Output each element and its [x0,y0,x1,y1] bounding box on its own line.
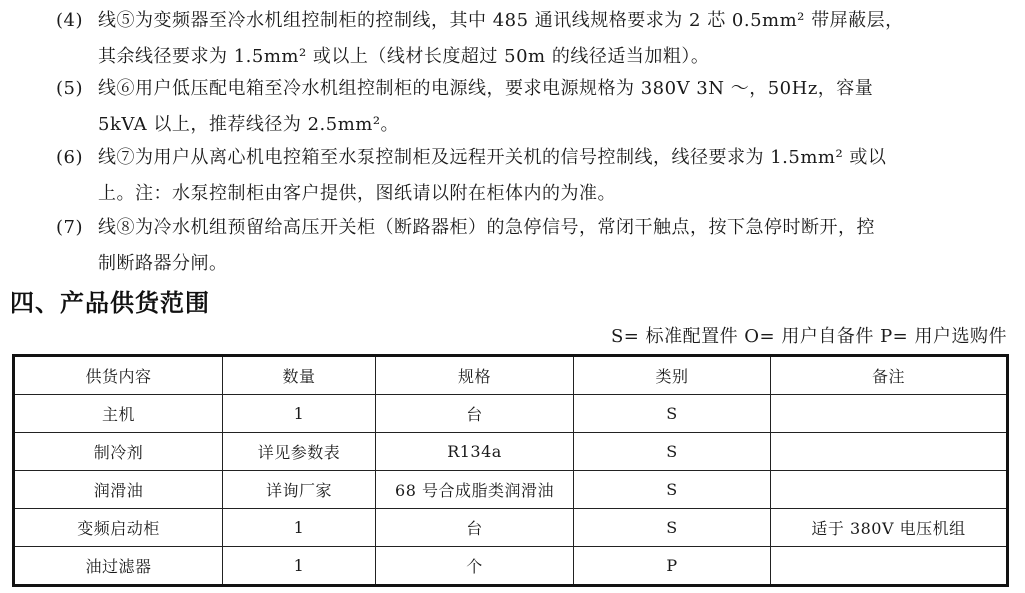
table-cell: 1 [223,509,376,547]
item-text-line: 线⑦为用户从离心机电控箱至水泵控制柜及远程开关机的信号控制线，线径要求为 1.5mm² 或以 [98,147,887,168]
column-header: 类别 [574,356,771,395]
item-text-line: 其余线径要求为 1.5mm² 或以上（线材长度超过 50m 的线径适当加粗）。 [98,46,710,67]
column-header: 供货内容 [14,356,223,395]
table-cell: 制冷剂 [14,433,223,471]
table-cell: S [574,433,771,471]
table-row [14,471,1008,509]
table-cell: 个 [376,547,574,586]
item-text-line: 线⑧为冷水机组预留给高压开关柜（断路器柜）的急停信号，常闭干触点，按下急停时断开，控 [98,217,875,238]
item-number: (6) [56,147,83,168]
table-cell: 详询厂家 [223,471,376,509]
table-cell: 台 [376,509,574,547]
item-text-line: 制断路器分闸。 [98,253,228,274]
table-cell: 1 [223,547,376,586]
table-cell [771,547,1008,586]
column-header: 规格 [376,356,574,395]
item-text-line: 上。注：水泵控制柜由客户提供，图纸请以附在柜体内的为准。 [98,183,616,204]
column-header: 备注 [771,356,1008,395]
category-legend: S= 标准配置件 O= 用户自备件 P= 用户选购件 [610,326,1007,347]
table-cell: S [574,471,771,509]
table-cell: 主机 [14,395,223,433]
item-text-line: 线⑤为变频器至冷水机组控制柜的控制线，其中 485 通讯线规格要求为 2 芯 0.5mm² 带屏蔽层， [98,10,904,31]
table-row [14,547,1008,586]
table-cell: 适于 380V 电压机组 [771,509,1008,547]
table-cell: 台 [376,395,574,433]
table-cell: 详见参数表 [223,433,376,471]
table-cell: P [574,547,771,586]
table-cell: 变频启动柜 [14,509,223,547]
table-cell: 68 号合成脂类润滑油 [376,471,574,509]
table-cell: S [574,509,771,547]
item-text-line: 线⑥用户低压配电箱至冷水机组控制柜的电源线，要求电源规格为 380V 3N ～，50Hz，容量 [98,78,874,99]
item-number: (7) [56,217,83,238]
table-row [14,433,1008,471]
table-cell [771,471,1008,509]
item-number: (5) [56,78,83,99]
item-number: (4) [56,10,83,31]
table-row [14,395,1008,433]
table-cell: 润滑油 [14,471,223,509]
table-cell [771,395,1008,433]
item-text-line: 5kVA 以上，推荐线径为 2.5mm²。 [98,114,400,135]
supply-scope-table [12,354,1009,587]
table-cell: 1 [223,395,376,433]
column-header: 数量 [223,356,376,395]
table-cell: S [574,395,771,433]
section-heading: 四、产品供货范围 [10,289,210,317]
table-cell [771,433,1008,471]
table-cell: 油过滤器 [14,547,223,586]
table-header-row [14,356,1008,395]
table-row [14,509,1008,547]
table-cell: R134a [376,433,574,471]
